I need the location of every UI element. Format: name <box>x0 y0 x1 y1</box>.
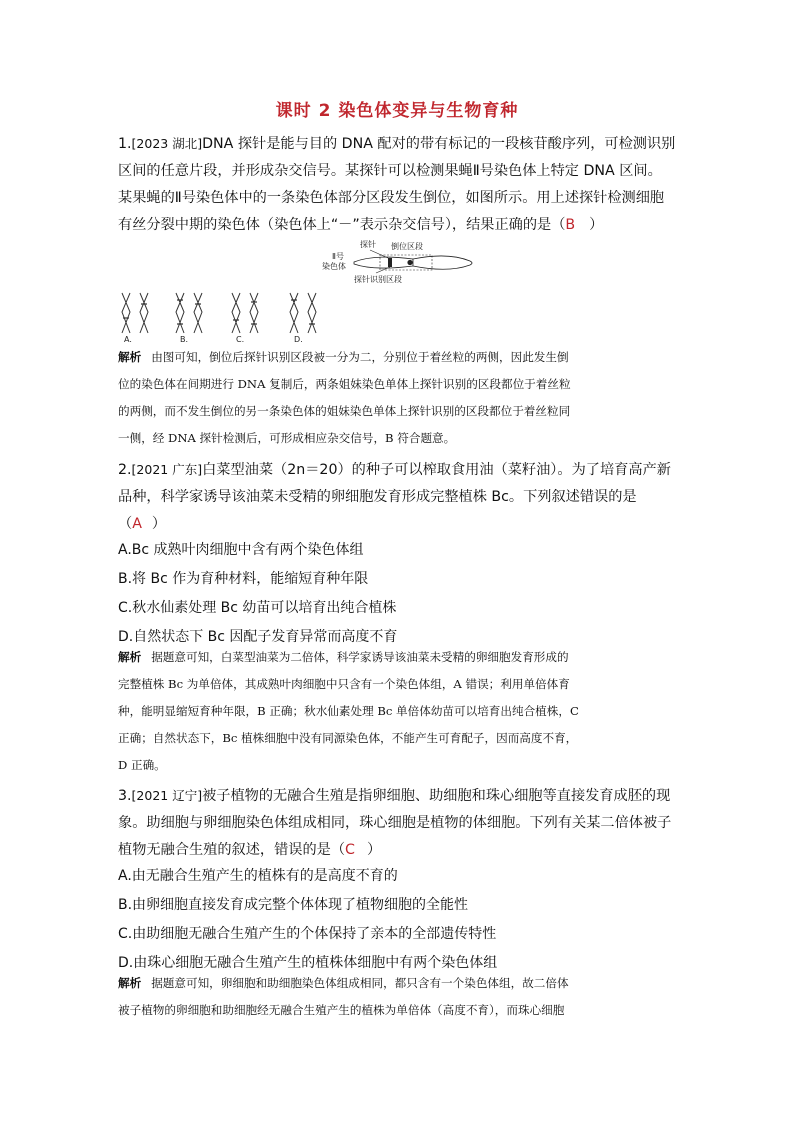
option-a-label: A. <box>124 335 132 344</box>
explanation-text: 种，能明显缩短育种年限，B 正确；秋水仙素处理 Bc 单倍体幼苗可以培育出纯合植株，C <box>118 704 579 718</box>
question-text: 有丝分裂中期的染色体（染色体上“－”表示杂交信号），结果正确的是（ <box>118 217 566 233</box>
chromosome-inversion-figure <box>318 238 488 286</box>
explanation-text: 正确；自然状态下，Bc 植株细胞中没有同源染色体，不能产生可育配子，因而高度不育， <box>118 731 578 745</box>
question-1 <box>118 130 678 239</box>
question-source: [2023 湖北] <box>131 136 203 151</box>
question-text: （ <box>118 516 133 532</box>
inversion-label: 倒位区段 <box>391 242 423 251</box>
option-d: D.自然状态下 Bc 因配子发育异常而高度不育 <box>118 629 398 645</box>
question-text: 品种，科学家诱导该油菜未受精的卵细胞发育形成完整植株 Bc。下列叙述错误的是 <box>118 489 637 505</box>
option-c: C.秋水仙素处理 Bc 幼苗可以培育出纯合植株 <box>118 600 397 616</box>
explanation-label: 解析 <box>118 976 142 990</box>
question-number: 1. <box>118 136 132 152</box>
explanation-3 <box>118 970 678 1024</box>
option-d-label: D. <box>294 335 303 344</box>
lesson-title: 课时 2 染色体变异与生物育种 <box>275 101 519 121</box>
question-text: ） <box>366 842 382 858</box>
centromere <box>407 260 412 265</box>
question-3 <box>118 782 678 864</box>
question-text: DNA 探针是能与目的 DNA 配对的带有标记的一段核苷酸序列，可检测识别 <box>202 136 676 152</box>
answer-letter: A <box>132 516 142 532</box>
chromosome-label: 染色体 <box>322 262 346 271</box>
explanation-text: 完整植株 Bc 为单倍体，其成熟叶肉细胞中只含有一个染色体组，A 错误；利用单倍体育 <box>118 677 570 691</box>
explanation-text: 位的染色体在间期进行 DNA 复制后，两条姐妹染色单体上探针识别的区段都位于着丝粒 <box>118 377 571 391</box>
question-source: [2021 辽宁] <box>131 788 203 803</box>
option-c: C.由助细胞无融合生殖产生的个体保持了亲本的全部遗传特性 <box>118 926 497 942</box>
question-1-line-1 <box>118 130 678 158</box>
question-text: 白菜型油菜（2n＝20）的种子可以榨取食用油（菜籽油）。为了培育高产新 <box>202 462 671 478</box>
question-text: ） <box>589 217 604 233</box>
probe-label: 探针 <box>360 240 376 249</box>
option-a-chromosomes <box>122 293 148 344</box>
question-2 <box>118 456 678 538</box>
chromosome-label: Ⅱ号 <box>332 252 344 261</box>
option-b-chromosomes <box>176 293 202 344</box>
explanation-text: 被子植物的卵细胞和助细胞经无融合生殖产生的植株为单倍体（高度不育），而珠心细胞 <box>118 1003 565 1017</box>
option-b: B.由卵细胞直接发育成完整个体体现了植物细胞的全能性 <box>118 897 469 913</box>
explanation-label: 解析 <box>118 650 142 664</box>
explanation-text: 的两侧，而不发生倒位的另一条染色体的姐妹染色单体上探针识别的区段都位于着丝粒同 <box>118 404 571 418</box>
question-number: 2. <box>118 462 132 478</box>
answer-letter: C <box>345 842 355 858</box>
option-d-chromosomes <box>290 293 316 344</box>
explanation-text: 由图可知，倒位后探针识别区段被一分为二，分别位于着丝粒的两侧，因此发生倒 <box>151 350 569 364</box>
explanation-1 <box>118 344 678 452</box>
option-a: A.Bc 成熟叶肉细胞中含有两个染色体组 <box>118 542 364 558</box>
explanation-label: 解析 <box>118 350 142 364</box>
question-source: [2021 广东] <box>131 462 203 477</box>
question-text: 区间的任意片段，并形成杂交信号。某探针可以检测果蝇Ⅱ号染色体上特定 DNA 区间。 <box>118 163 662 179</box>
explanation-2 <box>118 644 678 779</box>
option-d: D.由珠心细胞无融合生殖产生的植株体细胞中有两个染色体组 <box>118 955 498 971</box>
question-text: 植物无融合生殖的叙述，错误的是（ <box>118 842 346 858</box>
options-3 <box>118 862 678 978</box>
explanation-text: 一侧，经 DNA 探针检测后，可形成相应杂交信号，B 符合题意。 <box>118 431 456 445</box>
question-text: 某果蝇的Ⅱ号染色体中的一条染色体部分区段发生倒位，如图所示。用上述探针检测细胞 <box>118 190 665 206</box>
options-figure <box>118 290 358 344</box>
option-b: B.将 Bc 作为育种材料，能缩短育种年限 <box>118 571 369 587</box>
option-c-label: C. <box>236 335 245 344</box>
question-number: 3. <box>118 788 132 804</box>
explanation-text: D 正确。 <box>118 758 166 772</box>
question-text: 象。助细胞与卵细胞染色体组成相同，珠心细胞是植物的体细胞。下列有关某二倍体被子 <box>118 815 672 831</box>
probe-region-label: 探针识别区段 <box>354 275 402 284</box>
question-text: 被子植物的无融合生殖是指卵细胞、助细胞和珠心细胞等直接发育成胚的现 <box>202 788 671 804</box>
chromosome-arm-right <box>413 256 472 269</box>
question-text: ） <box>151 516 167 532</box>
explanation-text: 据题意可知，白菜型油菜为二倍体，科学家诱导该油菜未受精的卵细胞发育形成的 <box>151 650 569 664</box>
option-b-label: B. <box>180 335 189 344</box>
option-c-chromosomes <box>232 293 258 344</box>
chromosome-arm-left <box>354 257 413 268</box>
option-a: A.由无融合生殖产生的植株有的是高度不育的 <box>118 868 398 884</box>
question-text-last <box>118 212 678 239</box>
explanation-text: 据题意可知，卵细胞和助细胞染色体组成相同，都只含有一个染色体组，故二倍体 <box>151 976 569 990</box>
options-2 <box>118 536 678 652</box>
answer-letter: B <box>565 217 576 233</box>
probe-signal <box>388 258 392 267</box>
